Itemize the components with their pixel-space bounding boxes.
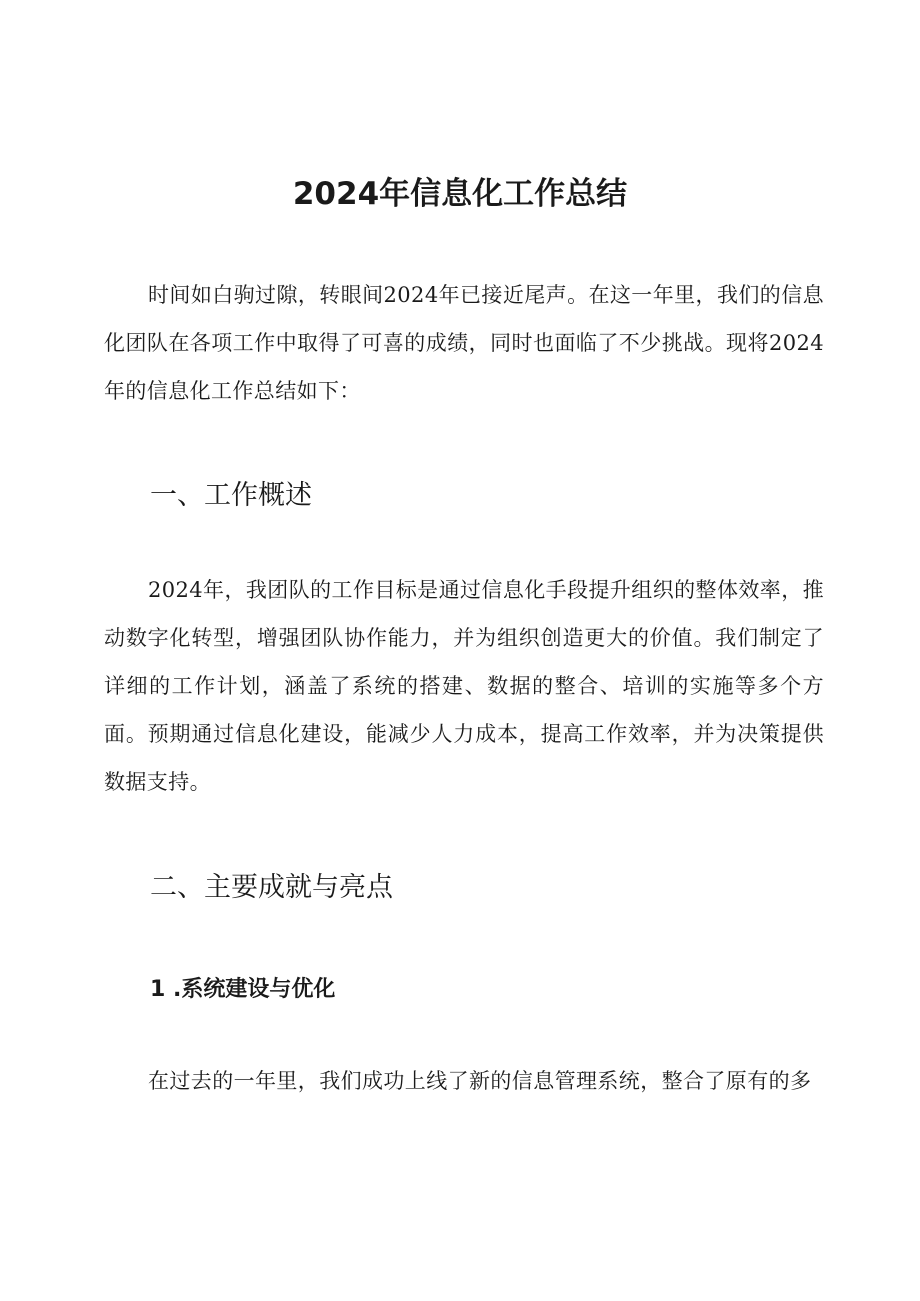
document-title: 2024年信息化工作总结	[292, 176, 628, 212]
system-paragraph: 在过去的一年里，我们成功上线了新的信息管理系统，整合了原有的多	[148, 1069, 812, 1093]
overview-paragraph: 2024年，我团队的工作目标是通过信息化手段提升组织的整体效率，推动数字化转型，增强团队协作能力，并为组织创造更大的价值。我们制定了详细的工作计划，涵盖了系统的搭建、数据的整合、培训的实施等多个方面。预期通过信息化建设，能减少人力成本，提高工作效率，并为决策提供数据支持。	[104, 578, 824, 794]
subsection-heading-system: 1 .系统建设与优化	[150, 977, 336, 1002]
section-heading-achievements: 二、主要成就与亮点	[150, 872, 393, 903]
intro-paragraph: 时间如白驹过隙，转眼间2024年已接近尾声。在这一年里，我们的信息化团队在各项工作中取得了可喜的成绩，同时也面临了不少挑战。现将2024年的信息化工作总结如下：	[104, 283, 824, 403]
section-heading-overview: 一、工作概述	[150, 480, 312, 511]
